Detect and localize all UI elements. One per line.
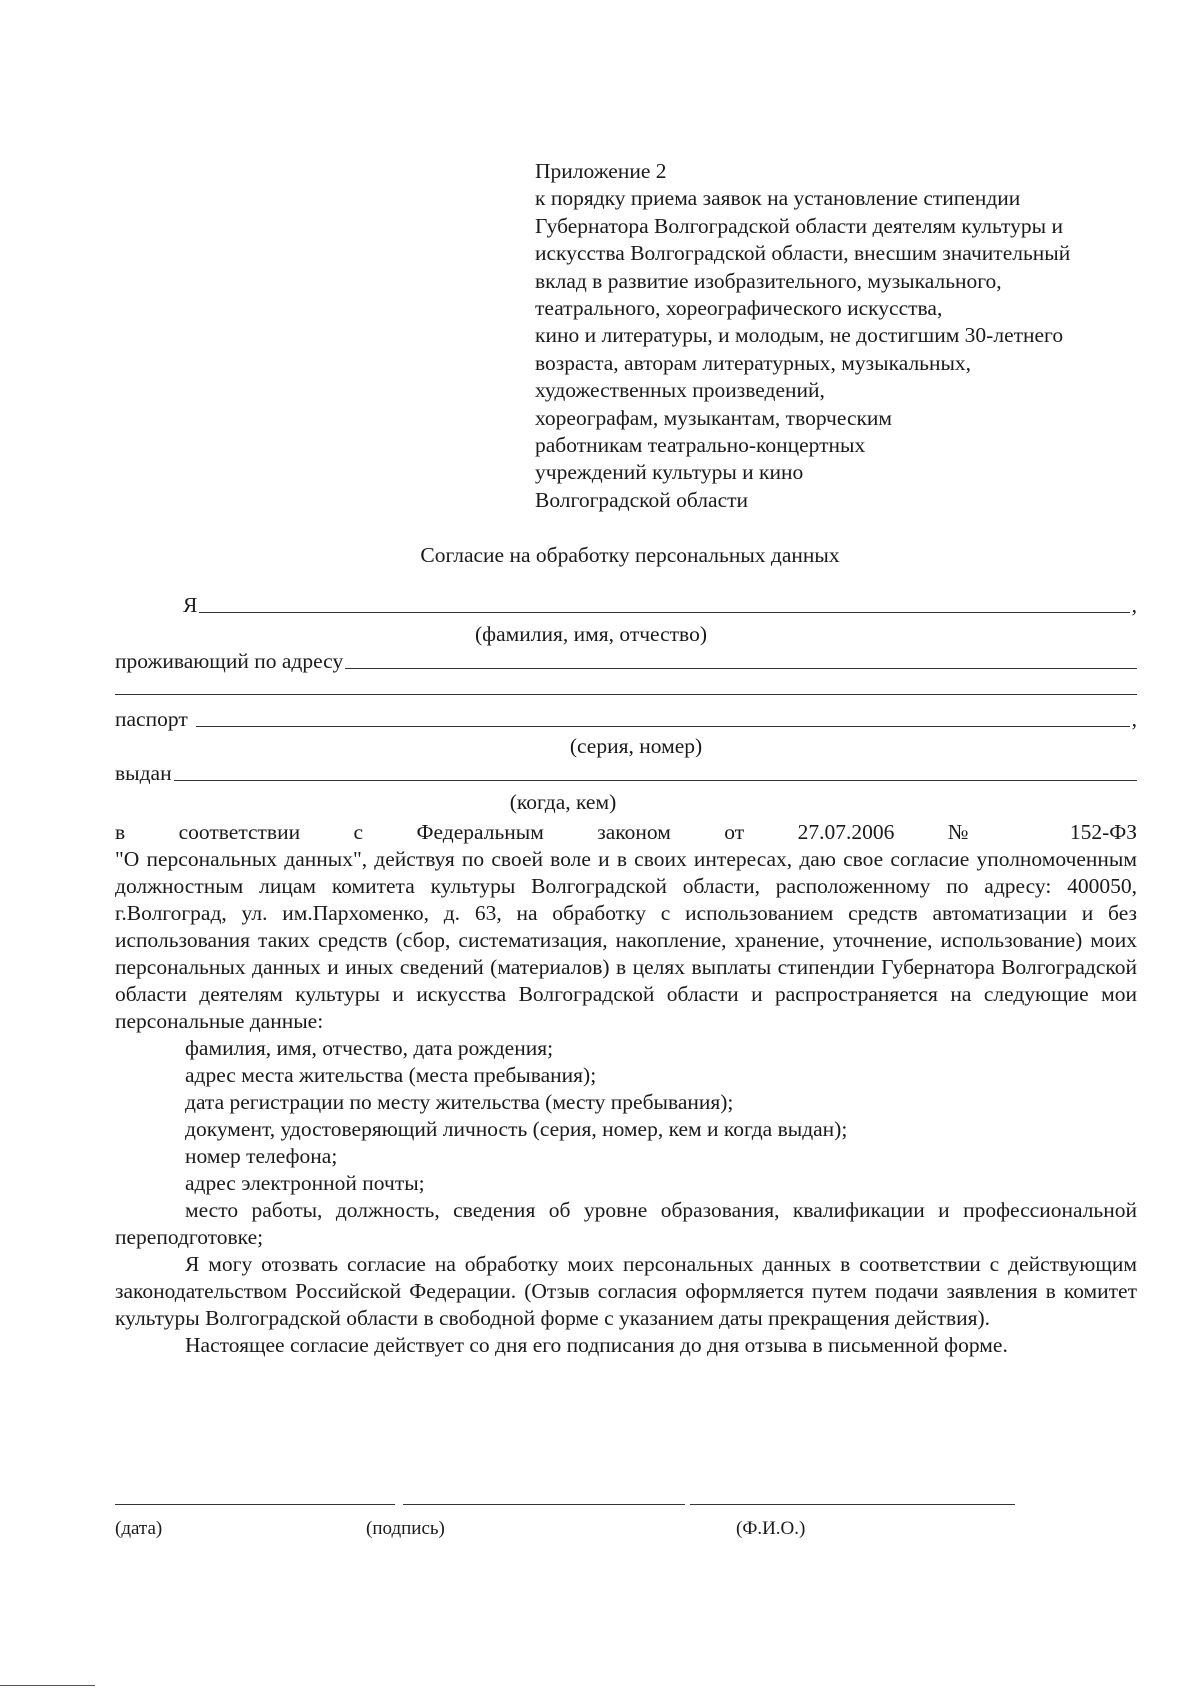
appendix-line: Приложение 2: [535, 159, 667, 183]
fio-fill-row: [183, 592, 1137, 618]
appendix-line: вклад в развитие изобразительного, музыкального,: [535, 268, 1002, 293]
date-label: (дата): [115, 1518, 163, 1539]
passport-comma: ,: [1131, 707, 1137, 731]
appendix-header: [535, 158, 1155, 514]
withdraw-paragraph: Я могу отозвать согласие на обработку моих персональных данных в соответствии с действующим законодательством Российской Федерации. (Отзыв согласия оформляется путем подачи заявления в комитет культуры Волгоградской области в свободной форме с указанием даты прекращения действия).: [115, 1252, 1137, 1330]
appendix-line: Волгоградской области: [535, 487, 749, 512]
i-label: Я: [183, 593, 198, 617]
fio-signature-line[interactable]: [690, 1504, 1015, 1505]
data-item: адрес электронной почты;: [185, 1171, 425, 1195]
passport-fill-line[interactable]: [196, 726, 1130, 727]
appendix-line: учреждений культуры и кино: [535, 460, 804, 485]
fio-hint: (фамилия, имя, отчество): [475, 622, 707, 646]
validity-paragraph: Настоящее согласие действует со дня его подписания до дня отзыва в письменной форме.: [185, 1333, 1008, 1357]
appendix-line: возраста, авторам литературных, музыкальных,: [535, 350, 972, 375]
appendix-line: хореографам, музыкантам, творческим: [535, 405, 893, 430]
consent-paragraph: "О персональных данных", действуя по своей воле и в своих интересах, даю свое согласие уполномоченным должностным лицам комитета культуры Волгоградской области, расположенному по адресу: 400050, г.Волгоград, ул. им.Пархоменко, д. 63, на обработку с использованием средств автоматизации и без использования таких средств (сбор, систематизация, накопление, хранение, уточнение, использование) моих персональных данных и иных сведений (материалов) в целях выплаты стипендии Губернатора Волгоградской области деятелям культуры и искусства Волгоградской области и распространяется на следующие мои персональные данные:: [115, 847, 1137, 1033]
appendix-line: искусства Волгоградской области, внесшим значительный: [535, 241, 1071, 266]
document-title: Согласие на обработку персональных данных: [420, 543, 840, 567]
data-item: фамилия, имя, отчество, дата рождения;: [185, 1036, 554, 1060]
appendix-line: к порядку приема заявок на установление стипендии: [535, 186, 1021, 211]
issued-fill-line[interactable]: [174, 780, 1137, 781]
data-item: адрес места жительства (места пребывания);: [185, 1063, 597, 1087]
address-fill-line-2[interactable]: [115, 694, 1137, 695]
consent-body: [115, 819, 1137, 1359]
address-fill-line[interactable]: [345, 668, 1137, 669]
fio-label: (Ф.И.О.): [736, 1518, 806, 1539]
passport-label: паспорт: [115, 707, 188, 731]
law-reference-line: в соответствии с Федеральным законом от 27.07.2006 № 152-ФЗ: [115, 820, 1137, 844]
appendix-line: художественных произведений,: [535, 378, 825, 403]
issued-hint: (когда, кем): [509, 790, 617, 814]
issued-fill-row: [115, 760, 1137, 786]
signature-label: (подпись): [366, 1518, 445, 1539]
margin-mark: [0, 1685, 95, 1686]
data-item: номер телефона;: [185, 1144, 338, 1168]
fio-fill-line[interactable]: [199, 612, 1129, 613]
address-fill-row: [115, 648, 1137, 674]
appendix-line: работникам театрально-концертных: [535, 433, 866, 458]
data-item: дата регистрации по месту жительства (месту пребывания);: [185, 1090, 734, 1114]
appendix-line: Губернатора Волгоградской области деятелям культуры и: [535, 213, 1063, 238]
data-item: документ, удостоверяющий личность (серия, номер, кем и когда выдан);: [185, 1117, 848, 1141]
issued-label: выдан: [115, 761, 172, 785]
work-data-item: место работы, должность, сведения об уровне образования, квалификации и профессиональной переподготовке;: [115, 1198, 1137, 1249]
date-signature-line[interactable]: [115, 1504, 395, 1505]
passport-fill-row: [115, 706, 1137, 732]
passport-hint: (серия, номер): [569, 734, 703, 758]
appendix-line: театрального, хореографического искусства,: [535, 296, 943, 321]
appendix-line: кино и литературы, и молодым, не достигшим 30-летнего: [535, 323, 1064, 348]
fio-comma: ,: [1131, 593, 1137, 617]
address-label: проживающий по адресу: [115, 649, 344, 673]
signature-line[interactable]: [403, 1504, 685, 1505]
